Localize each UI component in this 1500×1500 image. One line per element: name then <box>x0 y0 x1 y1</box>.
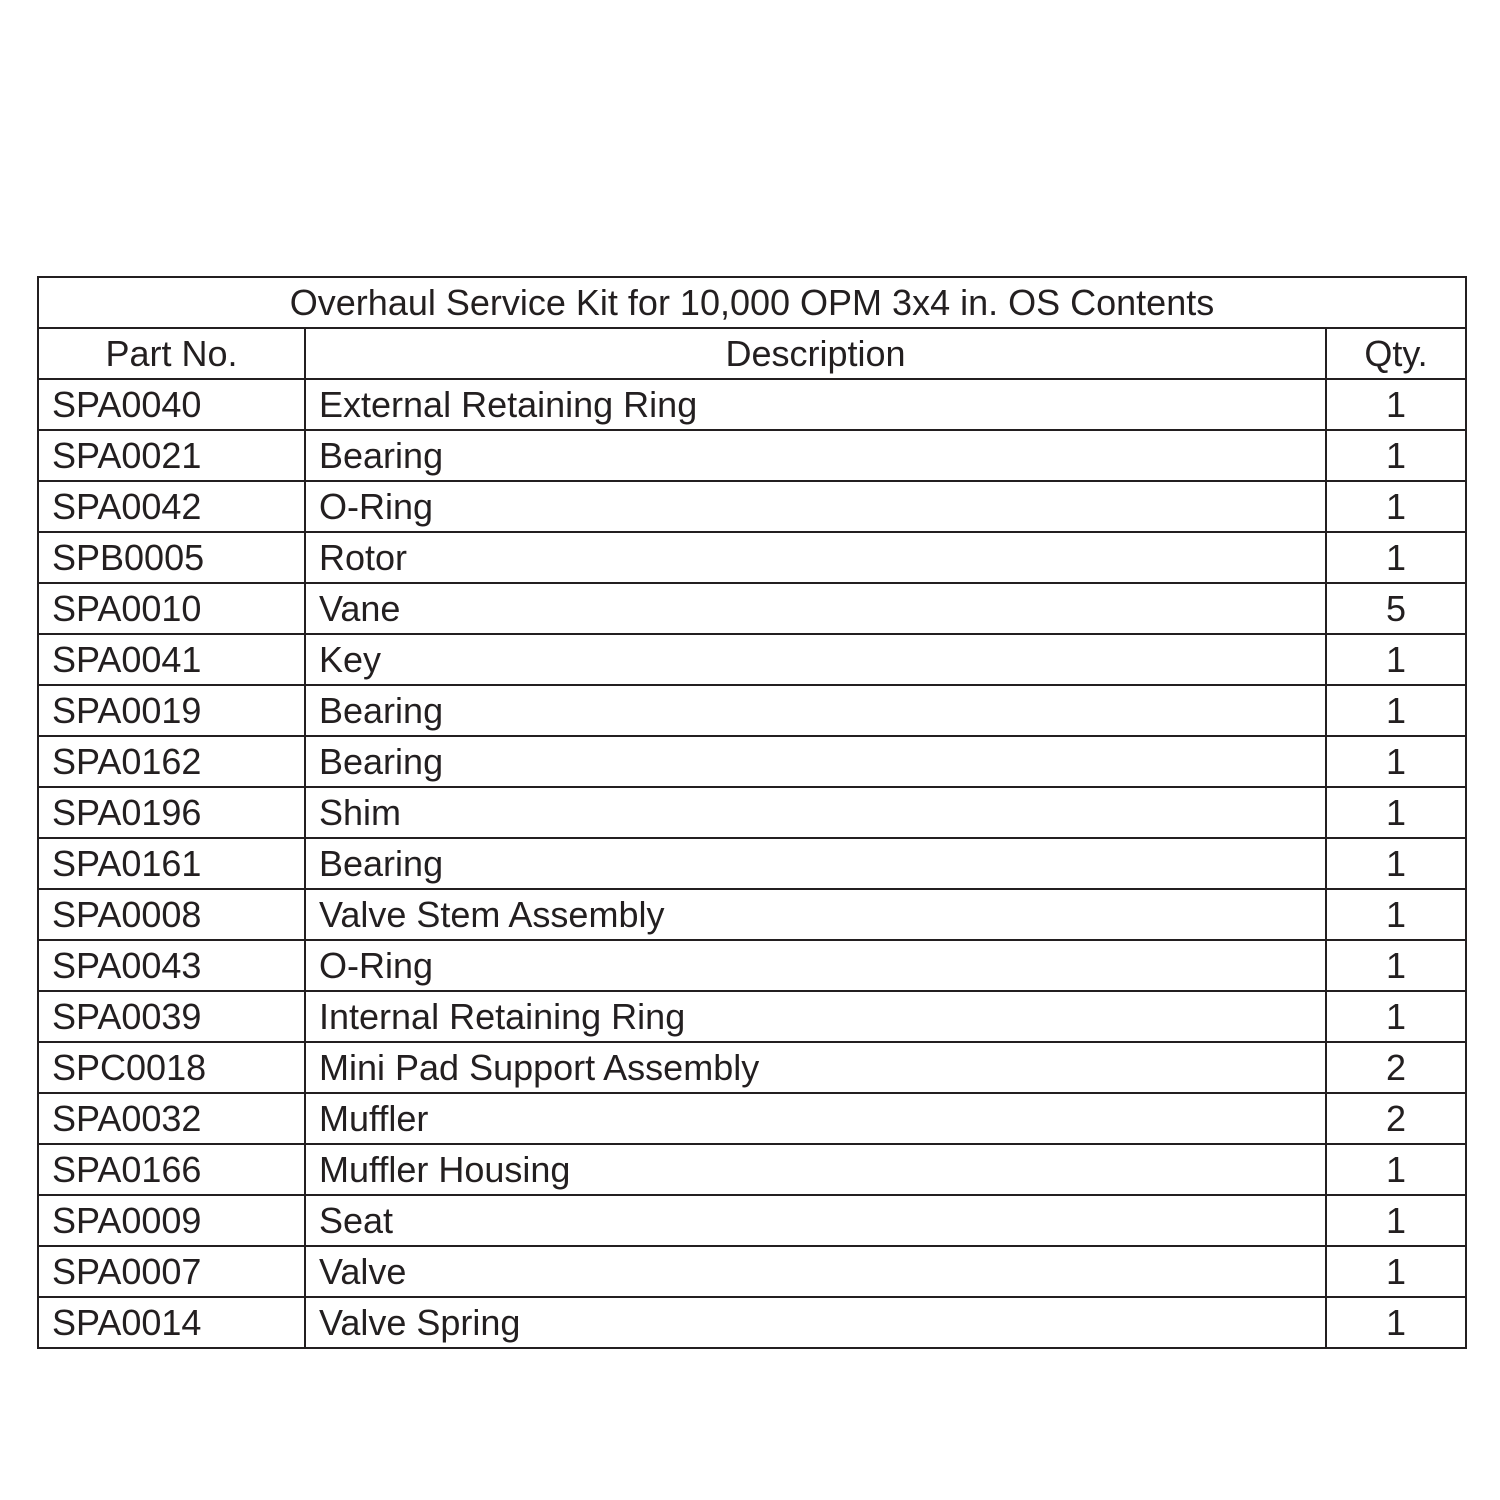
part-no-cell: SPA0042 <box>38 481 305 532</box>
part-no-cell: SPC0018 <box>38 1042 305 1093</box>
part-no-cell: SPA0009 <box>38 1195 305 1246</box>
qty-cell: 1 <box>1326 634 1466 685</box>
part-no-cell: SPB0005 <box>38 532 305 583</box>
qty-cell: 1 <box>1326 685 1466 736</box>
qty-cell: 5 <box>1326 583 1466 634</box>
part-no-cell: SPA0021 <box>38 430 305 481</box>
table-row <box>38 1195 1466 1246</box>
description-cell: Bearing <box>305 838 1326 889</box>
table-row <box>38 1093 1466 1144</box>
table-row <box>38 991 1466 1042</box>
qty-cell: 1 <box>1326 379 1466 430</box>
table-row <box>38 736 1466 787</box>
part-no-cell: SPA0162 <box>38 736 305 787</box>
part-no-cell: SPA0019 <box>38 685 305 736</box>
description-cell: Rotor <box>305 532 1326 583</box>
description-cell: Muffler Housing <box>305 1144 1326 1195</box>
description-cell: Valve Spring <box>305 1297 1326 1348</box>
qty-cell: 1 <box>1326 430 1466 481</box>
column-header-description: Description <box>305 328 1326 379</box>
table-row <box>38 481 1466 532</box>
table-row <box>38 583 1466 634</box>
table-row <box>38 1246 1466 1297</box>
qty-cell: 2 <box>1326 1042 1466 1093</box>
table-row <box>38 685 1466 736</box>
qty-cell: 1 <box>1326 1144 1466 1195</box>
description-cell: Valve Stem Assembly <box>305 889 1326 940</box>
part-no-cell: SPA0039 <box>38 991 305 1042</box>
table-row <box>38 1297 1466 1348</box>
description-cell: O-Ring <box>305 940 1326 991</box>
description-cell: Vane <box>305 583 1326 634</box>
table-row <box>38 940 1466 991</box>
description-cell: Shim <box>305 787 1326 838</box>
qty-cell: 1 <box>1326 787 1466 838</box>
description-cell: Internal Retaining Ring <box>305 991 1326 1042</box>
qty-cell: 1 <box>1326 940 1466 991</box>
part-no-cell: SPA0166 <box>38 1144 305 1195</box>
table-title: Overhaul Service Kit for 10,000 OPM 3x4 in. OS Contents <box>38 277 1466 328</box>
part-no-cell: SPA0014 <box>38 1297 305 1348</box>
qty-cell: 1 <box>1326 532 1466 583</box>
description-cell: Key <box>305 634 1326 685</box>
table-header-row <box>38 328 1466 379</box>
description-cell: External Retaining Ring <box>305 379 1326 430</box>
column-header-part-no: Part No. <box>38 328 305 379</box>
part-no-cell: SPA0161 <box>38 838 305 889</box>
part-no-cell: SPA0008 <box>38 889 305 940</box>
table-row <box>38 430 1466 481</box>
qty-cell: 1 <box>1326 991 1466 1042</box>
part-no-cell: SPA0040 <box>38 379 305 430</box>
part-no-cell: SPA0041 <box>38 634 305 685</box>
part-no-cell: SPA0196 <box>38 787 305 838</box>
table-row <box>38 532 1466 583</box>
qty-cell: 1 <box>1326 1297 1466 1348</box>
description-cell: Bearing <box>305 430 1326 481</box>
part-no-cell: SPA0010 <box>38 583 305 634</box>
description-cell: Valve <box>305 1246 1326 1297</box>
qty-cell: 1 <box>1326 481 1466 532</box>
part-no-cell: SPA0032 <box>38 1093 305 1144</box>
column-header-qty: Qty. <box>1326 328 1466 379</box>
table-row <box>38 1042 1466 1093</box>
description-cell: Bearing <box>305 685 1326 736</box>
qty-cell: 1 <box>1326 838 1466 889</box>
parts-list-table <box>37 276 1467 1349</box>
description-cell: Muffler <box>305 1093 1326 1144</box>
description-cell: O-Ring <box>305 481 1326 532</box>
table-title-row <box>38 277 1466 328</box>
table-row <box>38 1144 1466 1195</box>
qty-cell: 1 <box>1326 1195 1466 1246</box>
description-cell: Mini Pad Support Assembly <box>305 1042 1326 1093</box>
part-no-cell: SPA0043 <box>38 940 305 991</box>
description-cell: Bearing <box>305 736 1326 787</box>
table-row <box>38 379 1466 430</box>
table-row <box>38 838 1466 889</box>
qty-cell: 1 <box>1326 736 1466 787</box>
table-row <box>38 634 1466 685</box>
qty-cell: 2 <box>1326 1093 1466 1144</box>
description-cell: Seat <box>305 1195 1326 1246</box>
table-row <box>38 787 1466 838</box>
qty-cell: 1 <box>1326 1246 1466 1297</box>
qty-cell: 1 <box>1326 889 1466 940</box>
table-row <box>38 889 1466 940</box>
part-no-cell: SPA0007 <box>38 1246 305 1297</box>
